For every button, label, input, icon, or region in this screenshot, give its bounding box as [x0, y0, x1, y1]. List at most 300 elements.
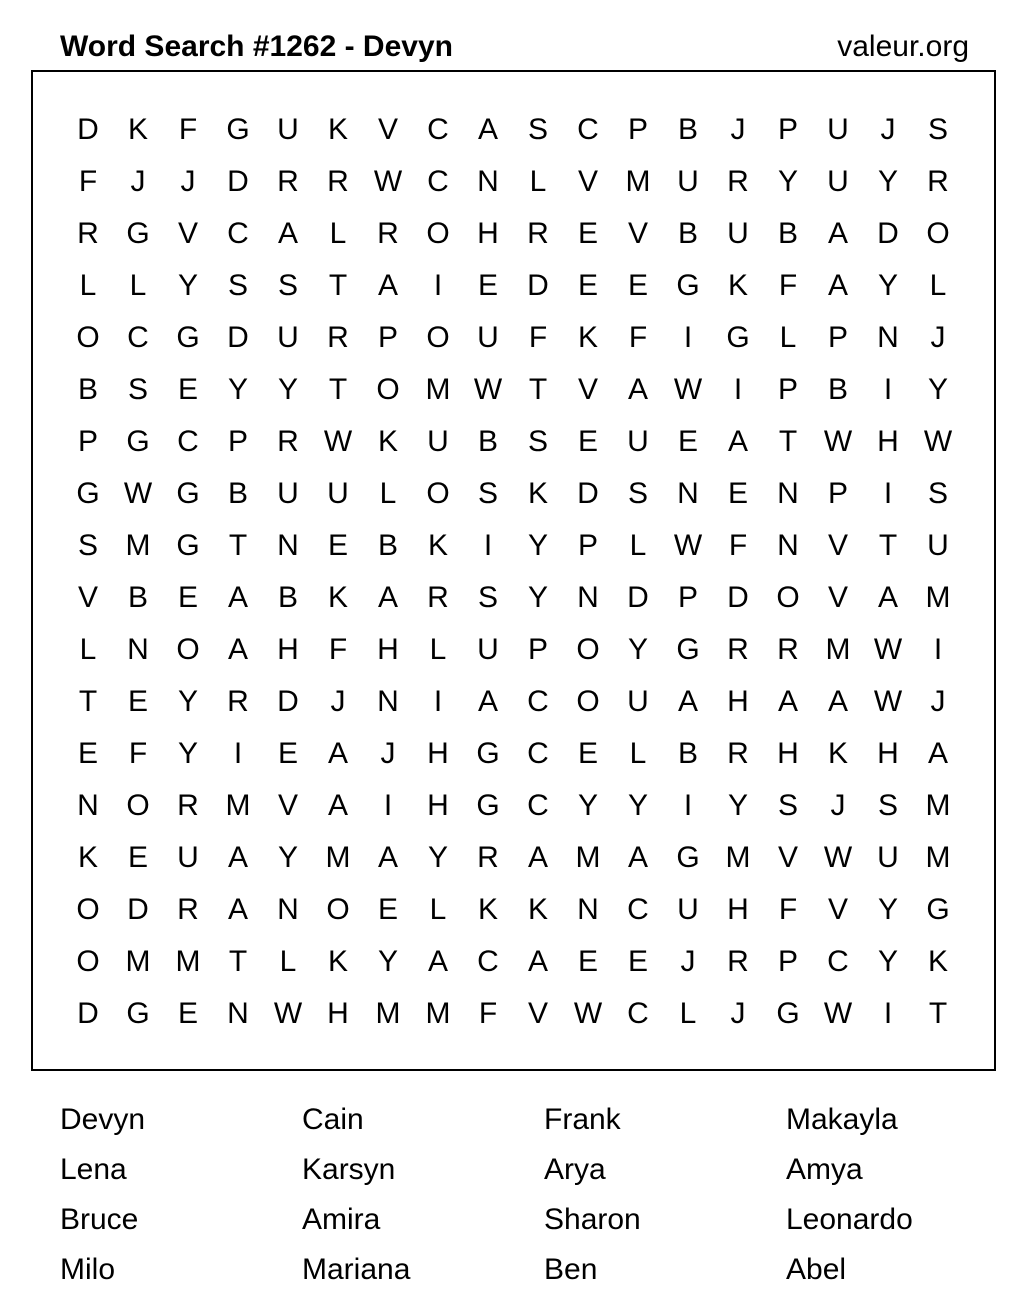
grid-cell: B	[227, 477, 248, 510]
grid-cell: U	[477, 321, 499, 354]
grid-cell: P	[627, 113, 648, 146]
grid-cell: S	[627, 477, 648, 510]
grid-cell: G	[126, 217, 150, 250]
grid-cell: H	[377, 633, 399, 666]
grid-cell: C	[627, 893, 649, 926]
grid-cell: C	[427, 165, 449, 198]
grid-cell: V	[177, 217, 198, 250]
grid-cell: A	[227, 633, 248, 666]
word-list-item: Lena	[60, 1153, 127, 1186]
page-title: Word Search #1262 - Devyn	[60, 30, 453, 63]
grid-cell: R	[527, 217, 549, 250]
grid-cell: W	[823, 841, 853, 874]
grid-cell: E	[727, 477, 748, 510]
grid-cell: E	[177, 997, 198, 1030]
grid-cell: Y	[227, 373, 248, 406]
grid-cell: A	[377, 581, 398, 614]
grid-cell: I	[233, 737, 243, 770]
grid-cell: A	[527, 841, 548, 874]
grid-cell: J	[180, 165, 196, 198]
word-list-item: Frank	[544, 1103, 621, 1136]
grid-cell: A	[727, 425, 748, 458]
grid-cell: A	[877, 581, 898, 614]
grid-cell: I	[433, 685, 443, 718]
grid-cell: L	[679, 997, 697, 1030]
grid-cell: L	[529, 165, 547, 198]
grid-cell: P	[827, 477, 848, 510]
grid-cell: M	[825, 633, 851, 666]
grid-cell: B	[777, 217, 798, 250]
grid-cell: N	[277, 893, 299, 926]
grid-cell: P	[77, 425, 98, 458]
grid-cell: C	[577, 113, 599, 146]
grid-cell: W	[673, 373, 703, 406]
grid-cell: V	[577, 165, 598, 198]
grid-cell: F	[328, 633, 348, 666]
word-list-item: Devyn	[60, 1103, 146, 1136]
grid-cell: U	[277, 321, 299, 354]
grid-cell: B	[827, 373, 848, 406]
grid-cell: M	[425, 373, 451, 406]
grid-cell: U	[827, 165, 849, 198]
grid-cell: E	[627, 269, 648, 302]
grid-cell: C	[627, 997, 649, 1030]
grid-cell: S	[877, 789, 898, 822]
word-list-item: Milo	[60, 1253, 116, 1286]
grid-cell: U	[877, 841, 899, 874]
grid-cell: A	[427, 945, 448, 978]
grid-cell: V	[577, 373, 598, 406]
grid-cell: K	[827, 737, 848, 770]
grid-cell: M	[425, 997, 451, 1030]
grid-cell: A	[627, 373, 648, 406]
grid-cell: U	[277, 113, 299, 146]
grid-cell: F	[78, 165, 98, 198]
grid-cell: V	[827, 529, 848, 562]
grid-cell: H	[427, 789, 449, 822]
grid-cell: I	[683, 789, 693, 822]
grid-cell: T	[228, 945, 248, 978]
grid-cell: E	[577, 217, 598, 250]
grid-cell: Y	[527, 581, 548, 614]
grid-cell: L	[929, 269, 947, 302]
grid-cell: R	[727, 633, 749, 666]
grid-cell: Y	[877, 893, 898, 926]
grid-cell: R	[277, 425, 299, 458]
grid-cell: U	[827, 113, 849, 146]
grid-cell: F	[178, 113, 198, 146]
grid-cell: E	[577, 269, 598, 302]
grid-cell: G	[926, 893, 950, 926]
grid-cell: C	[177, 425, 199, 458]
grid-cell: L	[79, 633, 97, 666]
grid-cell: J	[930, 685, 946, 718]
grid-cell: E	[177, 373, 198, 406]
grid-cell: B	[677, 113, 698, 146]
grid-cell: K	[377, 425, 398, 458]
grid-cell: S	[227, 269, 248, 302]
grid-cell: K	[127, 113, 148, 146]
grid-cell: M	[625, 165, 651, 198]
grid-cell: U	[727, 217, 749, 250]
grid-cell: A	[827, 685, 848, 718]
grid-cell: V	[777, 841, 798, 874]
grid-cell: J	[930, 321, 946, 354]
grid-cell: O	[76, 321, 100, 354]
grid-cell: I	[883, 997, 893, 1030]
grid-cell: R	[227, 685, 249, 718]
grid-cell: Y	[727, 789, 748, 822]
grid-cell: C	[427, 113, 449, 146]
grid-cell: M	[925, 841, 951, 874]
grid-cell: U	[677, 165, 699, 198]
grid-cell: W	[873, 633, 903, 666]
grid-cell: O	[426, 477, 450, 510]
grid-cell: U	[277, 477, 299, 510]
grid-cell: A	[477, 113, 498, 146]
grid-cell: S	[277, 269, 298, 302]
letter-grid	[63, 104, 963, 1040]
grid-cell: R	[927, 165, 949, 198]
grid-cell: F	[478, 997, 498, 1030]
grid-cell: B	[277, 581, 298, 614]
grid-cell: F	[628, 321, 648, 354]
grid-cell: M	[125, 529, 151, 562]
grid-cell: G	[226, 113, 250, 146]
grid-cell: H	[727, 893, 749, 926]
grid-cell: C	[527, 789, 549, 822]
grid-cell: N	[227, 997, 249, 1030]
grid-cell: N	[127, 633, 149, 666]
grid-cell: H	[277, 633, 299, 666]
grid-cell: N	[777, 529, 799, 562]
grid-cell: L	[779, 321, 797, 354]
grid-cell: A	[227, 893, 248, 926]
grid-cell: I	[433, 269, 443, 302]
grid-cell: J	[880, 113, 896, 146]
word-list-item: Makayla	[786, 1103, 898, 1136]
grid-cell: O	[176, 633, 200, 666]
grid-cell: D	[577, 477, 599, 510]
grid-cell: B	[677, 217, 698, 250]
grid-cell: P	[827, 321, 848, 354]
grid-cell: M	[225, 789, 251, 822]
grid-cell: R	[327, 321, 349, 354]
grid-cell: H	[427, 737, 449, 770]
grid-cell: N	[277, 529, 299, 562]
grid-cell: S	[77, 529, 98, 562]
grid-cell: D	[727, 581, 749, 614]
grid-cell: A	[277, 217, 298, 250]
grid-cell: F	[778, 893, 798, 926]
grid-cell: R	[727, 165, 749, 198]
word-list-item: Cain	[302, 1103, 364, 1136]
grid-cell: Y	[777, 165, 798, 198]
grid-cell: P	[577, 529, 598, 562]
grid-cell: T	[328, 373, 348, 406]
word-list-item: Mariana	[302, 1253, 411, 1286]
grid-cell: F	[128, 737, 148, 770]
grid-cell: M	[575, 841, 601, 874]
grid-cell: K	[527, 477, 548, 510]
grid-cell: S	[527, 425, 548, 458]
grid-cell: K	[927, 945, 948, 978]
grid-cell: V	[377, 113, 398, 146]
grid-cell: J	[830, 789, 846, 822]
grid-cell: M	[125, 945, 151, 978]
grid-cell: V	[277, 789, 298, 822]
word-list-item: Ben	[544, 1253, 598, 1286]
word-list-item: Amya	[786, 1153, 863, 1186]
grid-cell: R	[777, 633, 799, 666]
grid-cell: A	[927, 737, 948, 770]
grid-cell: A	[327, 737, 348, 770]
grid-cell: W	[873, 685, 903, 718]
grid-cell: A	[377, 269, 398, 302]
grid-cell: O	[326, 893, 350, 926]
grid-cell: Y	[877, 945, 898, 978]
grid-cell: C	[527, 685, 549, 718]
grid-cell: Y	[177, 269, 198, 302]
grid-cell: M	[925, 789, 951, 822]
grid-cell: D	[127, 893, 149, 926]
grid-cell: U	[927, 529, 949, 562]
grid-cell: Y	[627, 789, 648, 822]
grid-cell: W	[923, 425, 953, 458]
grid-cell: B	[377, 529, 398, 562]
grid-cell: L	[379, 477, 397, 510]
grid-cell: M	[925, 581, 951, 614]
grid-cell: I	[683, 321, 693, 354]
grid-cell: Y	[577, 789, 598, 822]
grid-cell: T	[528, 373, 548, 406]
grid-cell: N	[477, 165, 499, 198]
grid-cell: G	[676, 841, 700, 874]
grid-cell: J	[330, 685, 346, 718]
site-url: valeur.org	[837, 30, 969, 63]
grid-cell: D	[227, 321, 249, 354]
grid-cell: B	[127, 581, 148, 614]
word-list-item: Bruce	[60, 1203, 139, 1236]
grid-cell: G	[126, 997, 150, 1030]
grid-cell: R	[477, 841, 499, 874]
grid-cell: D	[627, 581, 649, 614]
grid-cell: G	[776, 997, 800, 1030]
grid-cell: W	[573, 997, 603, 1030]
grid-cell: D	[77, 113, 99, 146]
grid-cell: A	[827, 217, 848, 250]
grid-cell: K	[77, 841, 98, 874]
grid-cell: Y	[527, 529, 548, 562]
grid-cell: A	[627, 841, 648, 874]
grid-cell: I	[883, 373, 893, 406]
grid-cell: D	[77, 997, 99, 1030]
grid-cell: G	[176, 529, 200, 562]
grid-cell: F	[778, 269, 798, 302]
grid-cell: L	[329, 217, 347, 250]
grid-cell: R	[177, 789, 199, 822]
grid-cell: E	[127, 685, 148, 718]
grid-cell: S	[927, 113, 948, 146]
grid-cell: D	[877, 217, 899, 250]
grid-cell: I	[733, 373, 743, 406]
grid-cell: G	[676, 633, 700, 666]
grid-cell: H	[327, 997, 349, 1030]
grid-cell: E	[277, 737, 298, 770]
grid-cell: M	[175, 945, 201, 978]
grid-cell: R	[727, 737, 749, 770]
grid-cell: L	[129, 269, 147, 302]
grid-cell: W	[323, 425, 353, 458]
grid-cell: K	[327, 581, 348, 614]
grid-cell: U	[677, 893, 699, 926]
grid-cell: O	[76, 893, 100, 926]
grid-cell: O	[376, 373, 400, 406]
grid-cell: W	[473, 373, 503, 406]
grid-cell: K	[527, 893, 548, 926]
grid-cell: L	[79, 269, 97, 302]
grid-cell: T	[878, 529, 898, 562]
grid-cell: W	[123, 477, 153, 510]
grid-cell: R	[327, 165, 349, 198]
grid-cell: I	[883, 477, 893, 510]
grid-cell: K	[327, 945, 348, 978]
word-list-item: Leonardo	[786, 1203, 913, 1236]
grid-cell: T	[328, 269, 348, 302]
grid-cell: Y	[427, 841, 448, 874]
grid-cell: K	[477, 893, 498, 926]
grid-cell: A	[227, 581, 248, 614]
grid-cell: E	[627, 945, 648, 978]
grid-cell: Y	[277, 841, 298, 874]
grid-cell: A	[327, 789, 348, 822]
grid-cell: H	[477, 217, 499, 250]
grid-cell: D	[227, 165, 249, 198]
grid-cell: E	[577, 737, 598, 770]
grid-cell: P	[677, 581, 698, 614]
grid-cell: Y	[927, 373, 948, 406]
grid-cell: O	[126, 789, 150, 822]
grid-cell: W	[823, 425, 853, 458]
word-list-item: Amira	[302, 1203, 381, 1236]
grid-cell: A	[227, 841, 248, 874]
grid-cell: I	[933, 633, 943, 666]
grid-cell: F	[528, 321, 548, 354]
grid-cell: C	[127, 321, 149, 354]
grid-cell: P	[227, 425, 248, 458]
grid-cell: E	[327, 529, 348, 562]
word-list-item: Abel	[786, 1253, 847, 1286]
word-list-item: Arya	[544, 1153, 606, 1186]
grid-cell: D	[527, 269, 549, 302]
grid-cell: N	[377, 685, 399, 718]
grid-cell: J	[130, 165, 146, 198]
grid-cell: U	[627, 425, 649, 458]
grid-cell: Y	[627, 633, 648, 666]
grid-cell: W	[823, 997, 853, 1030]
grid-cell: C	[227, 217, 249, 250]
grid-cell: I	[483, 529, 493, 562]
grid-cell: S	[777, 789, 798, 822]
grid-cell: J	[380, 737, 396, 770]
grid-cell: T	[778, 425, 798, 458]
grid-cell: N	[577, 581, 599, 614]
grid-cell: H	[727, 685, 749, 718]
grid-cell: S	[477, 581, 498, 614]
grid-cell: R	[277, 165, 299, 198]
grid-cell: P	[377, 321, 398, 354]
grid-cell: T	[228, 529, 248, 562]
grid-cell: U	[177, 841, 199, 874]
grid-cell: S	[127, 373, 148, 406]
grid-cell: U	[327, 477, 349, 510]
grid-cell: Y	[177, 685, 198, 718]
grid-cell: V	[827, 893, 848, 926]
grid-cell: G	[126, 425, 150, 458]
grid-cell: K	[427, 529, 448, 562]
grid-cell: V	[77, 581, 98, 614]
grid-cell: A	[777, 685, 798, 718]
grid-cell: U	[477, 633, 499, 666]
grid-cell: R	[427, 581, 449, 614]
grid-cell: N	[777, 477, 799, 510]
grid-cell: Y	[177, 737, 198, 770]
grid-cell: A	[827, 269, 848, 302]
grid-cell: V	[527, 997, 548, 1030]
grid-cell: T	[928, 997, 948, 1030]
grid-cell: G	[176, 477, 200, 510]
grid-cell: E	[127, 841, 148, 874]
grid-cell: E	[577, 945, 598, 978]
grid-cell: H	[877, 737, 899, 770]
grid-cell: H	[877, 425, 899, 458]
grid-cell: O	[426, 321, 450, 354]
grid-cell: D	[277, 685, 299, 718]
grid-cell: K	[577, 321, 598, 354]
grid-cell: L	[429, 633, 447, 666]
grid-cell: G	[676, 269, 700, 302]
grid-cell: Y	[877, 269, 898, 302]
grid-cell: Y	[377, 945, 398, 978]
grid-cell: R	[727, 945, 749, 978]
grid-cell: S	[477, 477, 498, 510]
grid-cell: G	[476, 789, 500, 822]
grid-cell: O	[76, 945, 100, 978]
grid-cell: V	[627, 217, 648, 250]
grid-cell: O	[576, 633, 600, 666]
grid-cell: F	[728, 529, 748, 562]
grid-cell: C	[477, 945, 499, 978]
grid-cell: K	[327, 113, 348, 146]
grid-cell: O	[426, 217, 450, 250]
grid-cell: U	[627, 685, 649, 718]
grid-cell: P	[777, 113, 798, 146]
grid-cell: K	[727, 269, 748, 302]
grid-cell: W	[273, 997, 303, 1030]
grid-cell: V	[827, 581, 848, 614]
grid-cell: O	[926, 217, 950, 250]
word-list-item: Karsyn	[302, 1153, 396, 1186]
grid-cell: U	[427, 425, 449, 458]
grid-cell: R	[77, 217, 99, 250]
grid-cell: Y	[277, 373, 298, 406]
grid-cell: S	[527, 113, 548, 146]
word-list	[60, 1095, 1030, 1295]
grid-cell: L	[629, 737, 647, 770]
grid-cell: S	[927, 477, 948, 510]
grid-cell: R	[377, 217, 399, 250]
grid-cell: W	[673, 529, 703, 562]
